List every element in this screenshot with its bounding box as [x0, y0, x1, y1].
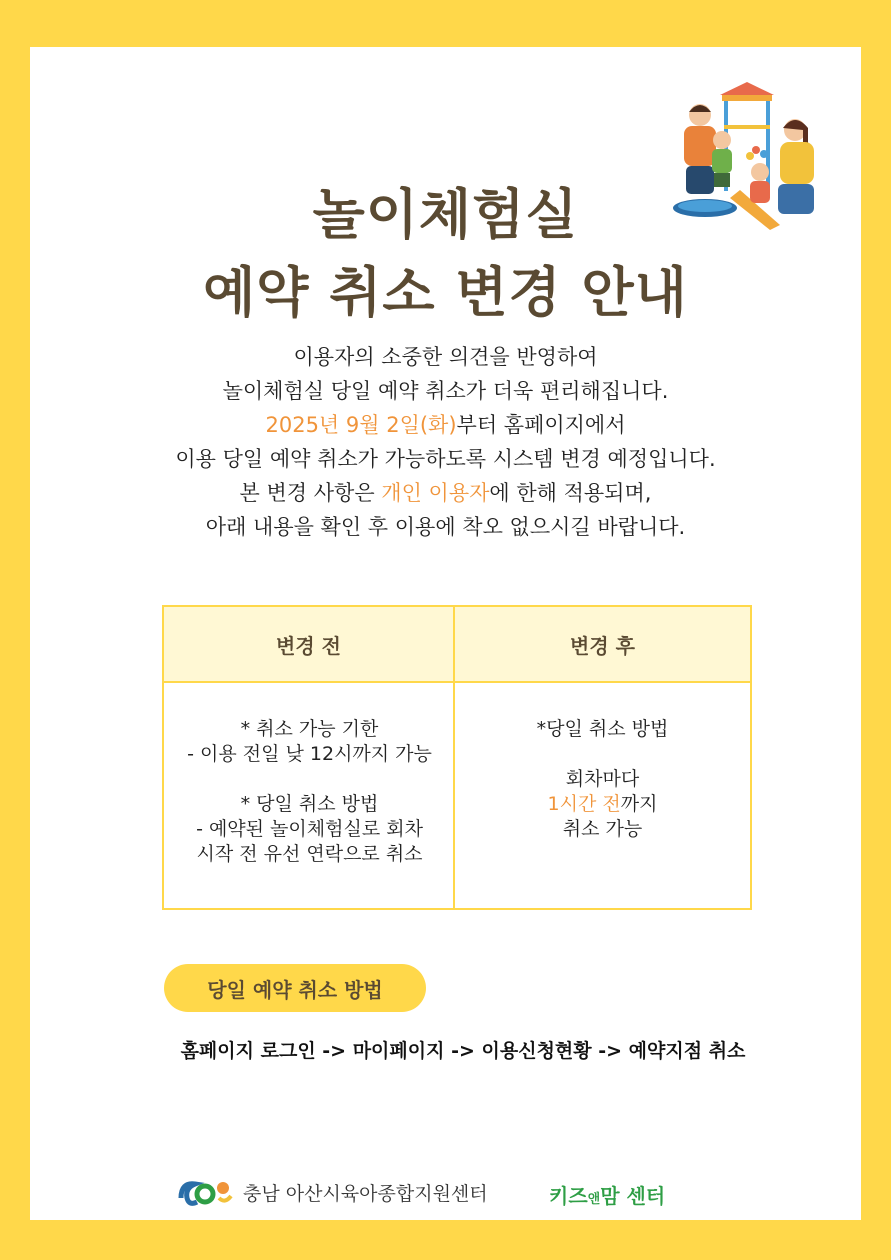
after-line: 회차마다 [565, 768, 640, 790]
and-text: 앤 [587, 1192, 601, 1207]
cancel-steps: 홈페이지 로그인 -> 마이페이지 -> 이용신청현황 -> 예약지점 취소 [180, 1040, 746, 1062]
footer-org [175, 1170, 488, 1214]
intro-line-rest: 부터 홈페이지에서 [456, 413, 626, 437]
before-line: - 이용 전일 낮 12시까지 가능 [187, 743, 432, 765]
before-cell [164, 717, 455, 867]
intro-line [0, 476, 891, 510]
intro-line: 아래 내용을 확인 후 이용에 착오 없으시길 바랍니다. [205, 515, 686, 539]
after-line [455, 792, 750, 817]
kids-mom-center-logo [549, 1180, 665, 1209]
before-line: * 취소 가능 기한 [240, 718, 379, 740]
page-title-line1: 놀이체험실 [312, 183, 579, 246]
date-highlight: 2025년 9월 2일(화) [265, 413, 457, 437]
method-pill: 당일 예약 취소 방법 [164, 964, 426, 1012]
before-line: * 당일 취소 방법 [240, 793, 379, 815]
after-line-rest: 까지 [620, 793, 658, 815]
org-name: 충남 아산시육아종합지원센터 [243, 1182, 488, 1205]
intro-line: 이용자의 소중한 의견을 반영하여 [293, 345, 598, 369]
center-text: 센터 [619, 1184, 666, 1208]
center-logo-icon [175, 1174, 235, 1210]
after-line: *당일 취소 방법 [536, 718, 669, 740]
comparison-table [162, 605, 752, 910]
one-hour-highlight: 1시간 전 [547, 793, 621, 815]
intro-line: 놀이체험실 당일 예약 취소가 더욱 편리해집니다. [222, 379, 669, 403]
before-line: - 예약된 놀이체험실로 회차 [196, 818, 423, 840]
intro-line [0, 408, 891, 442]
header-after: 변경 후 [455, 607, 750, 683]
after-cell [455, 717, 750, 842]
intro-line-post: 에 한해 적용되며, [489, 481, 652, 505]
header-before: 변경 전 [164, 607, 455, 683]
mom-text: 맘 [600, 1184, 620, 1208]
page-title-line2: 예약 취소 변경 안내 [203, 261, 688, 324]
before-line: 시작 전 유선 연락으로 취소 [196, 843, 423, 865]
intro-line: 이용 당일 예약 취소가 가능하도록 시스템 변경 예정입니다. [175, 447, 716, 471]
individual-user-highlight: 개인 이용자 [381, 481, 490, 505]
kids-text: 키즈 [549, 1184, 588, 1208]
intro-line-pre: 본 변경 사항은 [239, 481, 382, 505]
intro-text [0, 340, 891, 544]
after-line: 취소 가능 [562, 818, 643, 840]
